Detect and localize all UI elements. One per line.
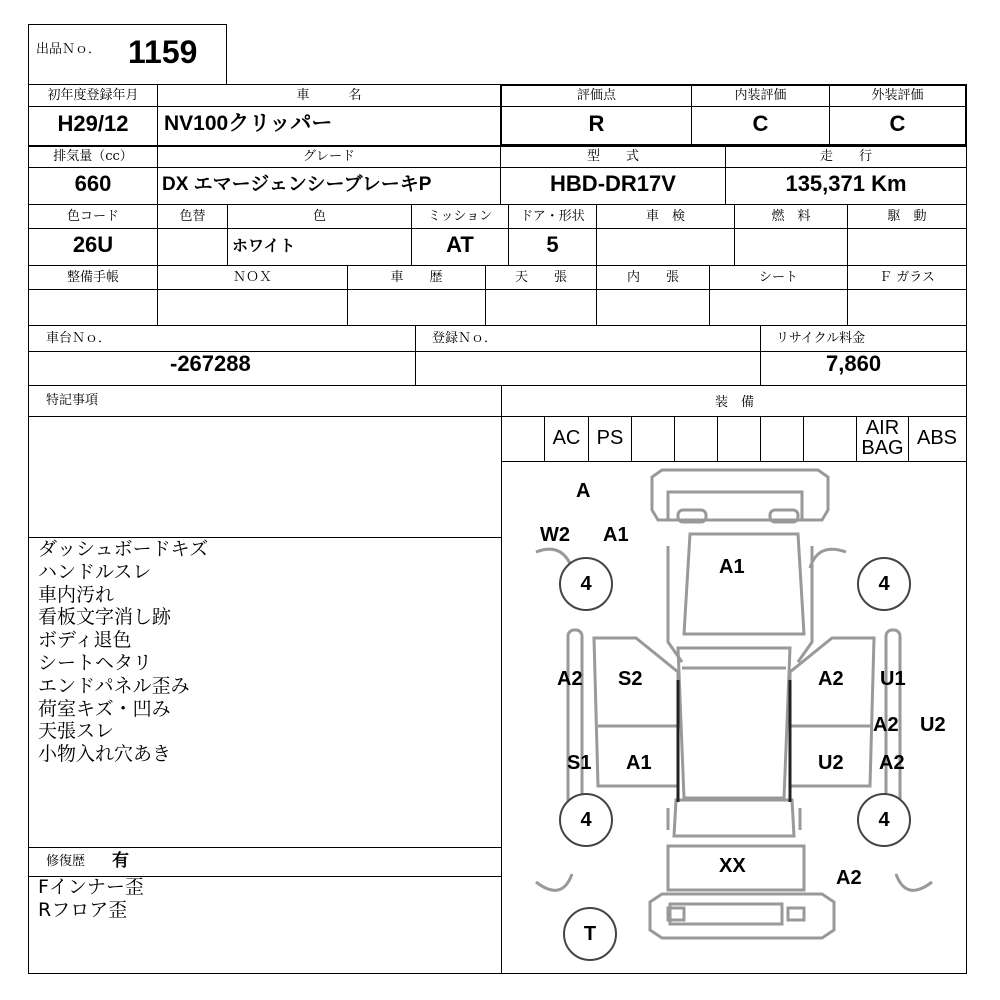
recycle-fee-label: リサイクル料金 bbox=[776, 331, 866, 346]
mileage-label: 走 行 bbox=[819, 149, 872, 164]
repair-history-list bbox=[38, 876, 144, 922]
damage-mark: A2 bbox=[879, 752, 905, 774]
first-registration-label: 初年度登録年月 bbox=[47, 88, 139, 103]
interior-grade-value: C bbox=[752, 111, 769, 136]
interior-grade-label: 内装評価 bbox=[734, 88, 787, 103]
equipment-airbag: AIR BAG bbox=[861, 417, 904, 459]
damage-mark: A2 bbox=[557, 668, 583, 690]
maintenance-book-label: 整備手帳 bbox=[66, 270, 119, 285]
color-code-label: 色コード bbox=[66, 209, 119, 224]
registration-number-label: 登録Ｎｏ． bbox=[432, 331, 498, 346]
damage-mark: A2 bbox=[873, 714, 899, 736]
displacement-value: 660 bbox=[74, 171, 112, 196]
chassis-number-label: 車台Ｎｏ． bbox=[46, 331, 112, 346]
repair-history-value: 有 bbox=[112, 851, 129, 870]
transmission-value: AT bbox=[446, 232, 474, 257]
special-notes-list bbox=[38, 538, 208, 766]
displacement-label: 排気量（cc） bbox=[53, 149, 133, 164]
damage-mark: A1 bbox=[626, 752, 652, 774]
note-item: ダッシュボードキズ bbox=[38, 538, 209, 560]
repair-item: Rフロア歪 bbox=[38, 898, 128, 921]
special-notes-label: 特記事項 bbox=[46, 393, 99, 408]
lot-number-label: 出品Ｎｏ． bbox=[36, 42, 102, 57]
mileage-value: 135,371 Km bbox=[785, 171, 907, 196]
transmission-label: ミッション bbox=[427, 209, 493, 224]
damage-mark: A1 bbox=[603, 524, 629, 546]
note-item: 車内汚れ bbox=[38, 583, 115, 606]
damage-mark: A2 bbox=[818, 668, 844, 690]
recolor-label: 色替 bbox=[179, 209, 206, 224]
door-shape-label: ドア・形状 bbox=[520, 209, 585, 224]
note-item: 天張スレ bbox=[38, 720, 115, 743]
model-value: HBD-DR17V bbox=[550, 171, 676, 196]
damage-mark: A1 bbox=[719, 556, 745, 578]
note-item: 看板文字消し跡 bbox=[38, 606, 172, 629]
color-value: ホワイト bbox=[232, 238, 296, 255]
first-registration-value: H29/12 bbox=[57, 111, 129, 136]
repair-history-label: 修復歴 bbox=[46, 854, 86, 869]
note-item: 小物入れ穴あき bbox=[38, 743, 172, 766]
tire-front-left: 4 bbox=[559, 557, 613, 611]
note-item: ボディ退色 bbox=[38, 629, 132, 652]
car-name-label: 車 名 bbox=[296, 88, 362, 103]
tire-rear-left: 4 bbox=[559, 793, 613, 847]
equipment-label: 装 備 bbox=[714, 395, 754, 410]
damage-mark: U2 bbox=[920, 714, 946, 736]
damage-mark: U2 bbox=[818, 752, 844, 774]
model-label: 型 式 bbox=[586, 149, 639, 164]
interior-trim-label: 内 張 bbox=[626, 270, 679, 285]
damage-mark: A2 bbox=[836, 867, 862, 889]
exterior-grade-value: C bbox=[889, 111, 906, 136]
front-glass-label: Ｆ ガラス bbox=[879, 270, 935, 285]
damage-mark: U1 bbox=[880, 668, 906, 690]
inspection-label: 車 検 bbox=[645, 209, 685, 224]
drive-label: 駆 動 bbox=[887, 209, 927, 224]
note-item: シートヘタリ bbox=[38, 651, 153, 674]
color-label: 色 bbox=[312, 209, 326, 224]
equipment-ac: AC bbox=[552, 427, 581, 449]
note-item: エンドパネル歪み bbox=[38, 674, 190, 697]
recycle-fee-value: 7,860 bbox=[826, 351, 882, 376]
chassis-number-value: -267288 bbox=[170, 351, 251, 376]
equipment-ps: PS bbox=[596, 427, 624, 449]
color-code-value: 26U bbox=[72, 232, 114, 257]
damage-mark: XX bbox=[719, 855, 746, 877]
tire-front-right: 4 bbox=[857, 557, 911, 611]
damage-mark: A bbox=[576, 480, 591, 502]
damage-mark: S2 bbox=[618, 668, 643, 690]
damage-mark: W2 bbox=[540, 524, 570, 546]
nox-label: ＮＯＸ bbox=[232, 270, 272, 285]
score-value: R bbox=[588, 111, 605, 136]
damage-mark: S1 bbox=[567, 752, 592, 774]
score-label: 評価点 bbox=[576, 88, 616, 103]
equipment-abs: ABS bbox=[916, 427, 958, 449]
door-shape-value: 5 bbox=[546, 232, 559, 257]
tire-rear-right: 4 bbox=[857, 793, 911, 847]
grade-label: グレード bbox=[302, 149, 355, 164]
car-name-value: NV100クリッパー bbox=[164, 112, 333, 135]
seat-label: シート bbox=[758, 270, 798, 285]
grade-value: DX エマージェンシーブレーキP bbox=[162, 174, 432, 195]
roof-lining-label: 天 張 bbox=[514, 270, 567, 285]
spare-tire: T bbox=[563, 907, 617, 961]
repair-item: Fインナー歪 bbox=[38, 876, 144, 898]
exterior-grade-label: 外装評価 bbox=[871, 88, 924, 103]
note-item: ハンドルスレ bbox=[38, 560, 152, 583]
fuel-label: 燃 料 bbox=[771, 209, 811, 224]
vehicle-history-label: 車 歴 bbox=[390, 270, 443, 285]
lot-number-value: 1159 bbox=[128, 34, 198, 70]
note-item: 荷室キズ・凹み bbox=[38, 697, 171, 720]
